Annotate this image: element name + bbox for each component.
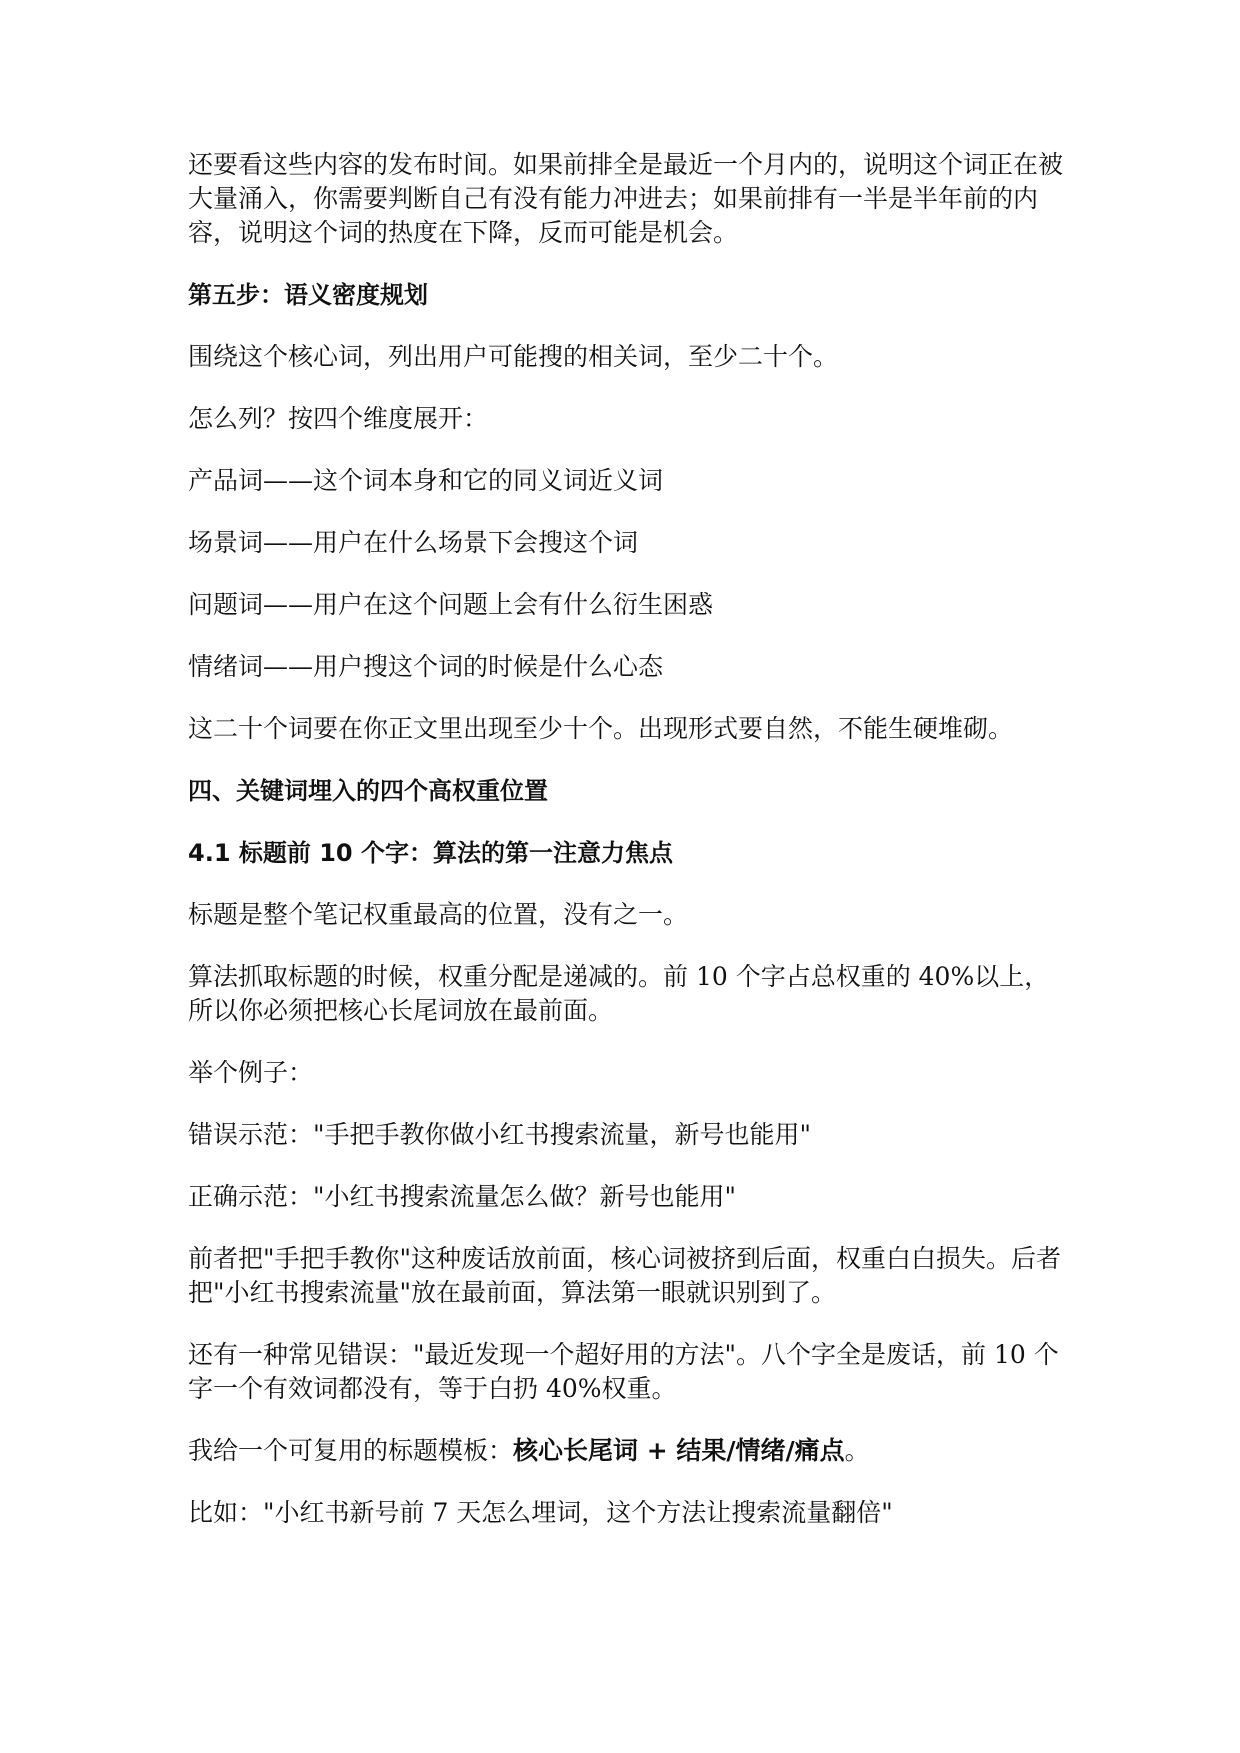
paragraph-common-mistake: 还有一种常见错误："最近发现一个超好用的方法"。八个字全是废话，前 10 个字一个有效词都没有，等于白扔 40%权重。 [188, 1340, 1059, 1403]
paragraph-algorithm: 算法抓取标题的时候，权重分配是递减的。前 10 个字占总权重的 40%以上，所以你必须把核心长尾词放在最前面。 [188, 962, 1050, 1025]
list-item-question-words: 问题词——用户在这个问题上会有什么衍生困惑 [188, 590, 714, 619]
paragraph-publish-time: 还要看这些内容的发布时间。如果前排全是最近一个月内的，说明这个词正在被大量涌入，你需要判断自己有没有能力冲进去；如果前排有一半是半年前的内容，说明这个词的热度在下降，反而可能是机会。 [188, 150, 1064, 247]
paragraph-how-to-list: 怎么列？按四个维度展开： [188, 404, 489, 433]
template-formula: 核心长尾词 + 结果/情绪/痛点 [513, 1436, 845, 1465]
template-suffix: 。 [844, 1436, 870, 1465]
paragraph-wrong-example: 错误示范："手把手教你做小红书搜索流量，新号也能用" [188, 1120, 812, 1149]
list-item-product-words: 产品词——这个词本身和它的同义词近义词 [188, 466, 664, 495]
paragraph-example-intro: 举个例子： [188, 1058, 314, 1087]
paragraph-title-weight: 标题是整个笔记权重最高的位置，没有之一。 [188, 900, 689, 929]
heading-4-1: 4.1 标题前 10 个字：算法的第一注意力焦点 [188, 839, 673, 867]
paragraph-template-example: 比如："小红书新号前 7 天怎么埋词，这个方法让搜索流量翻倍" [188, 1498, 893, 1527]
paragraph-related-words: 围绕这个核心词，列出用户可能搜的相关词，至少二十个。 [188, 342, 839, 371]
heading-section-four: 四、关键词埋入的四个高权重位置 [188, 777, 548, 805]
paragraph-comparison: 前者把"手把手教你"这种废话放前面，核心词被挤到后面，权重白白损失。后者把"小红书搜索流量"放在最前面，算法第一眼就识别到了。 [188, 1244, 1062, 1307]
document-page [188, 148, 1068, 1558]
heading-step-five: 第五步：语义密度规划 [188, 281, 428, 309]
list-item-emotion-words: 情绪词——用户搜这个词的时候是什么心态 [188, 652, 664, 681]
paragraph-correct-example: 正确示范："小红书搜索流量怎么做？新号也能用" [188, 1182, 736, 1211]
template-prefix: 我给一个可复用的标题模板： [188, 1436, 514, 1465]
paragraph-title-template [188, 1434, 1068, 1468]
paragraph-twenty-words: 这二十个词要在你正文里出现至少十个。出现形式要自然，不能生硬堆砌。 [188, 714, 1014, 743]
list-item-scene-words: 场景词——用户在什么场景下会搜这个词 [188, 528, 639, 557]
